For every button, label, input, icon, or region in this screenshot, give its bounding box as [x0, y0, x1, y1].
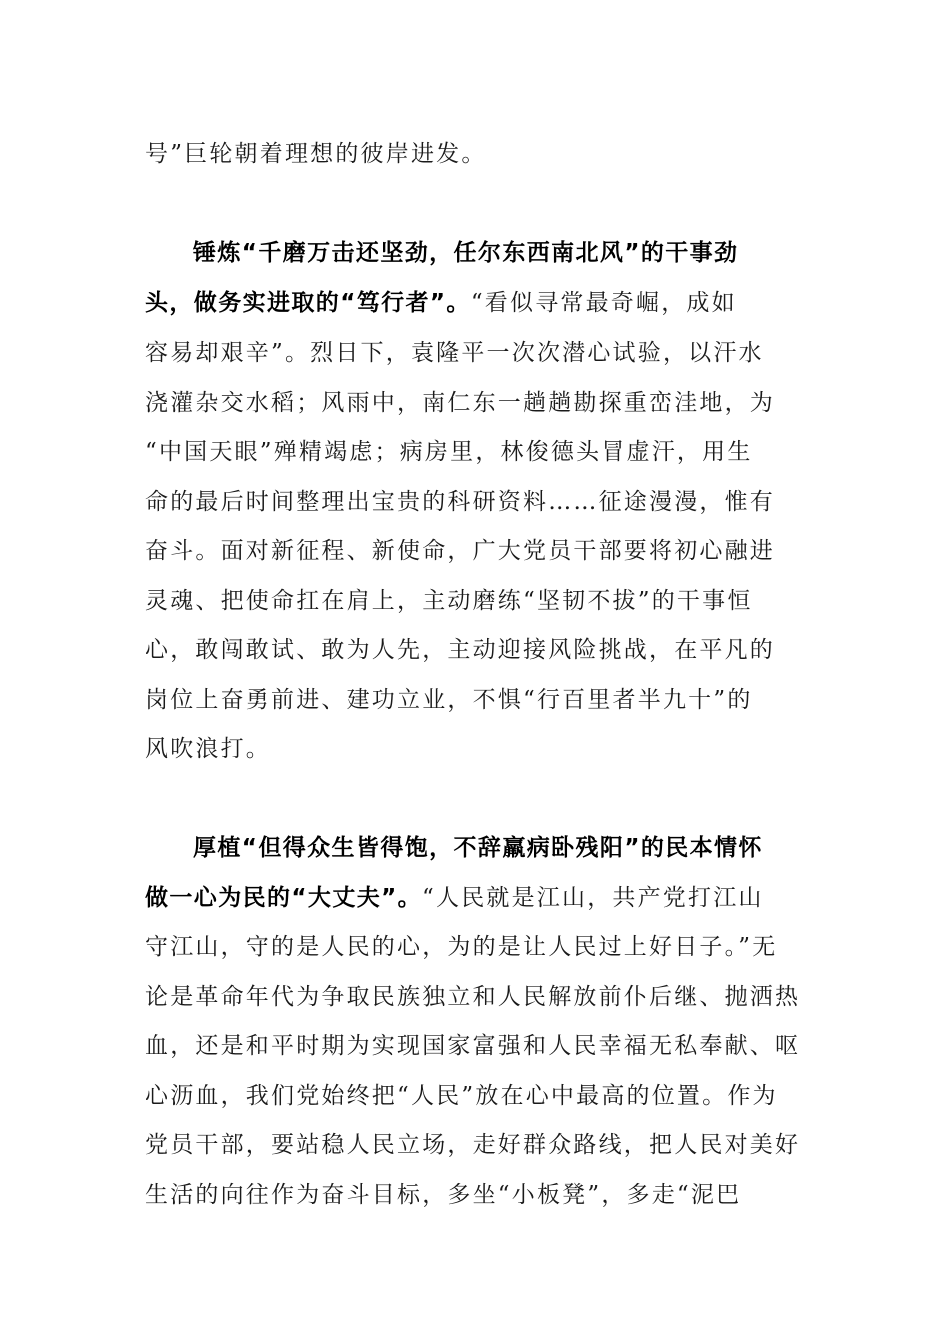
- text-line: [145, 286, 737, 320]
- text-span: “看似寻常最奇崛，成如: [470, 290, 737, 316]
- text-line: 岗位上奋勇前进、建功立业，不惧“行百里者半九十”的: [145, 687, 753, 713]
- text-line: “中国天眼”殚精竭虑；病房里，林俊德头冒虚汗，用生: [145, 439, 753, 465]
- text-line: 风吹浪打。: [145, 736, 271, 762]
- text-line: 生活的向往作为奋斗目标，多坐“小板凳”，多走“泥巴: [145, 1182, 742, 1208]
- text-line: 命的最后时间整理出宝贵的科研资料……征途漫漫，惟有: [145, 489, 775, 515]
- text-line: 守江山，守的是人民的心，为的是让人民过上好日子。”无: [145, 934, 778, 960]
- paragraph-heading: 锤炼“千磨万击还坚劲，任尔东西南北风”的干事劲: [193, 240, 739, 266]
- text-line: 心沥血，我们党始终把“人民”放在心中最高的位置。作为: [145, 1083, 778, 1109]
- text-line: 党员干部，要站稳人民立场，走好群众路线，把人民对美好: [145, 1132, 801, 1158]
- text-line: 论是革命年代为争取民族独立和人民解放前仆后继、抛洒热: [145, 984, 801, 1010]
- text-line: 浇灌杂交水稻；风雨中，南仁东一趟趟勘探重峦洼地，为: [145, 390, 775, 416]
- text-line: 容易却艰辛”。烈日下，袁隆平一次次潜心试验，以汗水: [145, 340, 764, 366]
- text-line: [145, 881, 764, 915]
- text-line: 心，敢闯敢试、敢为人先，主动迎接风险挑战，在平凡的: [145, 637, 775, 663]
- heading-continuation: 头，做务实进取的“笃行者”。: [145, 290, 471, 316]
- text-line: 灵魂、把使命扛在肩上，主动磨练“坚韧不拔”的干事恒: [145, 588, 753, 614]
- text-line: 血，还是和平时期为实现国家富强和人民幸福无私奉献、呕: [145, 1033, 801, 1059]
- heading-continuation: 做一心为民的“大丈夫”。: [145, 885, 423, 911]
- text-line: 奋斗。面对新征程、新使命，广大党员干部要将初心融进: [145, 538, 775, 564]
- text-line: 号”巨轮朝着理想的彼岸进发。: [145, 141, 487, 167]
- paragraph-heading: 厚植“但得众生皆得饱，不辞羸病卧残阳”的民本情怀: [193, 835, 763, 861]
- text-span: “人民就是江山，共产党打江山: [422, 885, 764, 911]
